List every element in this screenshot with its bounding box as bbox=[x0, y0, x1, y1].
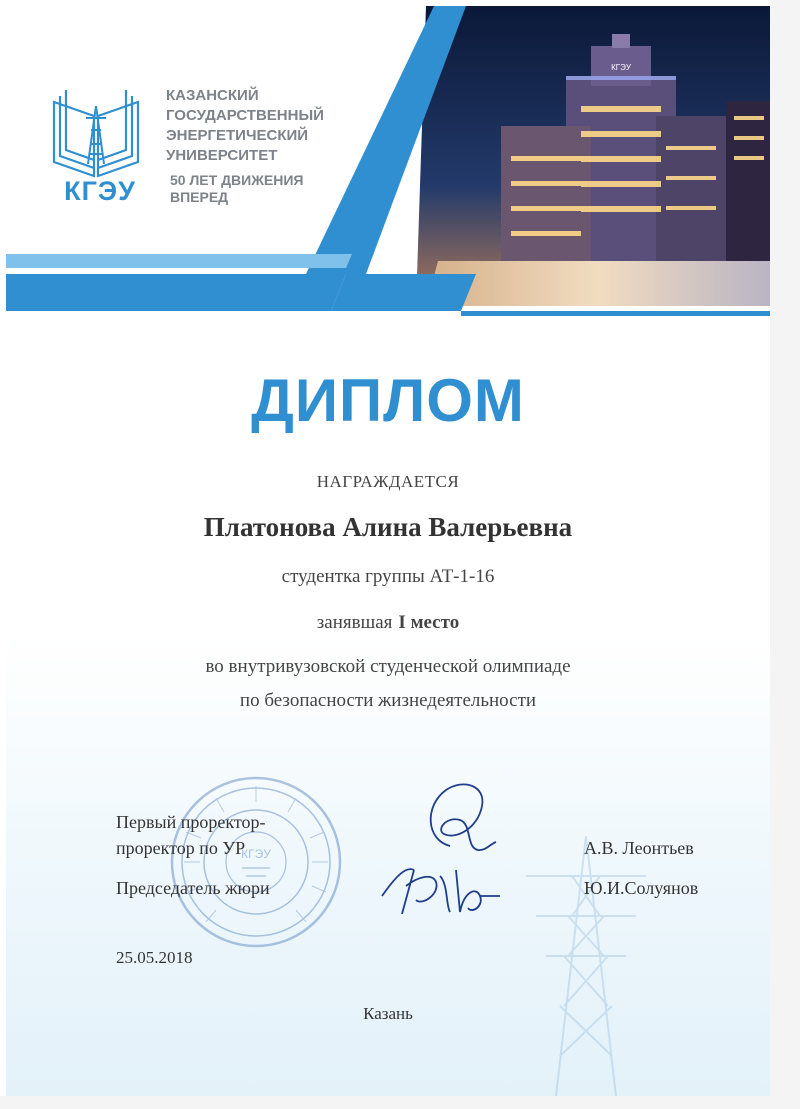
signatory1-name: А.В. Леонтьев bbox=[584, 838, 694, 858]
university-name-line: ГОСУДАРСТВЕННЫЙ bbox=[166, 107, 324, 124]
seal-text: КГЭУ bbox=[241, 847, 271, 861]
place-prefix: занявшая bbox=[316, 612, 393, 633]
signatory2-role: Председатель жюри bbox=[116, 878, 270, 898]
signatory2-name: Ю.И.Солуянов bbox=[584, 878, 699, 898]
event-line-2: по безопасности жизнедеятельности bbox=[239, 690, 537, 711]
logo-text: КГЭУ bbox=[64, 176, 136, 206]
place-line bbox=[6, 612, 770, 634]
tagline-line: 50 ЛЕТ ДВИЖЕНИЯ bbox=[170, 172, 304, 188]
issue-city: Казань bbox=[363, 1004, 413, 1023]
university-name-line: КАЗАНСКИЙ bbox=[166, 87, 259, 104]
diploma-title: ДИПЛОМ bbox=[251, 367, 525, 434]
diploma-sheet bbox=[6, 6, 770, 1096]
recipient-name: Платонова Алина Валерьевна bbox=[203, 512, 573, 542]
signature bbox=[376, 856, 506, 926]
university-name-line: УНИВЕРСИТЕТ bbox=[166, 147, 278, 164]
university-name-line: ЭНЕРГЕТИЧЕСКИЙ bbox=[166, 127, 309, 144]
event-line-1: во внутривузовской студенческой олимпиаде bbox=[205, 656, 571, 677]
building-sign: КГЭУ bbox=[611, 63, 631, 72]
signatory1-role-line2: проректор по УР bbox=[116, 838, 246, 858]
round-seal bbox=[166, 772, 346, 952]
issue-date: 25.05.2018 bbox=[116, 948, 193, 967]
university-name bbox=[166, 86, 376, 166]
signatory1-role-line1: Первый проректор- bbox=[116, 812, 266, 832]
power-pylon bbox=[496, 836, 676, 1096]
awarded-text: НАГРАЖДАЕТСЯ bbox=[316, 472, 460, 491]
page-edge bbox=[770, 0, 800, 1109]
recipient-group: студентка группы АТ-1-16 bbox=[281, 566, 495, 587]
page-edge-bottom bbox=[0, 1096, 800, 1109]
signature bbox=[416, 776, 506, 866]
tagline bbox=[170, 172, 370, 206]
tagline-line: ВПЕРЕД bbox=[170, 189, 229, 205]
place-value: I место bbox=[398, 612, 460, 633]
